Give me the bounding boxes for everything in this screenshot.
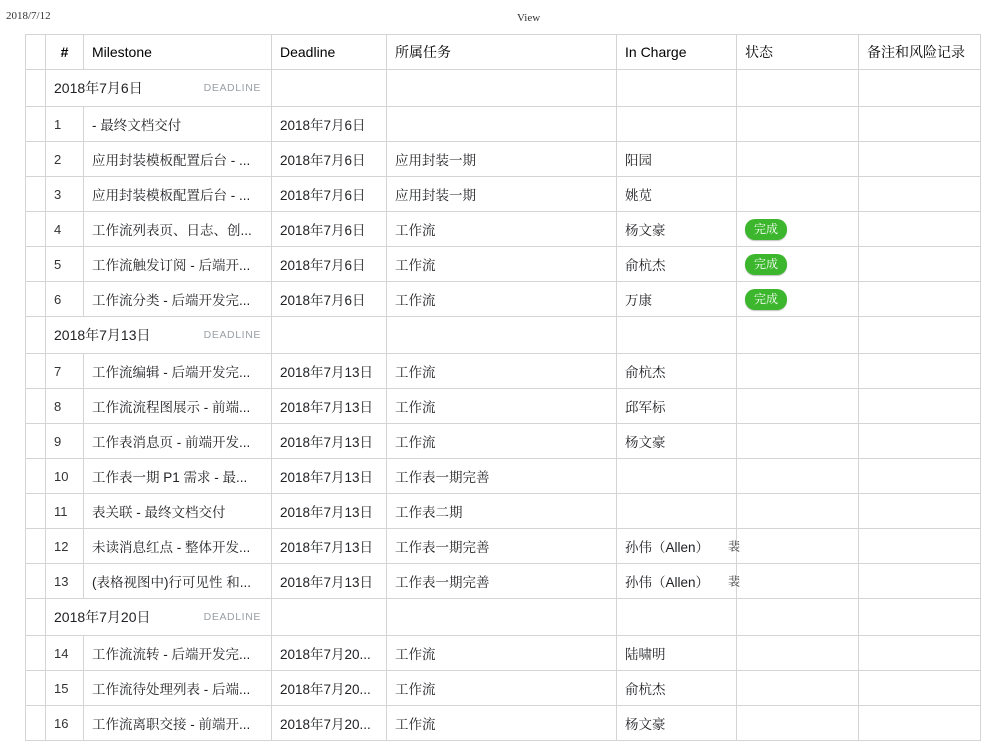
- row-index-cell: 16: [46, 706, 84, 741]
- row-index-cell: 14: [46, 636, 84, 671]
- in-charge-cell[interactable]: 杨文豪: [617, 424, 737, 459]
- status-cell[interactable]: [737, 142, 859, 177]
- notes-cell[interactable]: [859, 107, 981, 142]
- row-handle[interactable]: [26, 389, 46, 424]
- status-cell[interactable]: [737, 529, 859, 564]
- deadline-cell[interactable]: 2018年7月20...: [272, 706, 387, 741]
- table-body: [26, 70, 981, 741]
- row-index-cell: 8: [46, 389, 84, 424]
- in-charge-cell[interactable]: 俞杭杰: [617, 247, 737, 282]
- group-task-cell[interactable]: [387, 70, 617, 107]
- notes-cell[interactable]: [859, 671, 981, 706]
- milestone-cell[interactable]: 工作流待处理列表 - 后端...: [84, 671, 272, 706]
- row-handle[interactable]: [26, 70, 46, 107]
- in-charge-cell[interactable]: 姚苋: [617, 177, 737, 212]
- task-cell[interactable]: 工作流: [387, 354, 617, 389]
- milestone-cell[interactable]: 工作表消息页 - 前端开发...: [84, 424, 272, 459]
- row-handle[interactable]: [26, 282, 46, 317]
- group-task-cell[interactable]: [387, 599, 617, 636]
- group-charge-cell[interactable]: [617, 317, 737, 354]
- row-index-cell: 4: [46, 212, 84, 247]
- table-row[interactable]: [26, 282, 981, 317]
- notes-cell[interactable]: [859, 212, 981, 247]
- row-handle[interactable]: [26, 247, 46, 282]
- notes-cell[interactable]: [859, 142, 981, 177]
- status-cell[interactable]: [737, 389, 859, 424]
- status-badge: 完成: [745, 289, 787, 310]
- task-cell[interactable]: 工作流: [387, 282, 617, 317]
- group-label-cell[interactable]: [46, 70, 272, 107]
- column-header-index[interactable]: #: [46, 35, 84, 70]
- group-status-cell[interactable]: [737, 70, 859, 107]
- table-row[interactable]: [26, 389, 981, 424]
- table-row[interactable]: [26, 177, 981, 212]
- table-row[interactable]: [26, 459, 981, 494]
- status-cell[interactable]: [737, 636, 859, 671]
- deadline-tag: DEADLINE: [203, 82, 261, 94]
- group-charge-cell[interactable]: [617, 599, 737, 636]
- table-row[interactable]: [26, 107, 981, 142]
- deadline-cell[interactable]: 2018年7月6日: [272, 247, 387, 282]
- milestone-cell[interactable]: 工作流流转 - 后端开发完...: [84, 636, 272, 671]
- deadline-cell[interactable]: 2018年7月13日: [272, 529, 387, 564]
- task-cell[interactable]: 工作流: [387, 212, 617, 247]
- notes-cell[interactable]: [859, 494, 981, 529]
- deadline-cell[interactable]: 2018年7月20...: [272, 671, 387, 706]
- row-handle[interactable]: [26, 212, 46, 247]
- table-row[interactable]: [26, 424, 981, 459]
- deadline-cell[interactable]: 2018年7月13日: [272, 459, 387, 494]
- table-row[interactable]: [26, 354, 981, 389]
- row-handle[interactable]: [26, 706, 46, 741]
- group-header-row[interactable]: [26, 70, 981, 107]
- table-header-row: [26, 35, 981, 70]
- table-row[interactable]: [26, 247, 981, 282]
- task-cell[interactable]: 工作流: [387, 247, 617, 282]
- row-handle[interactable]: [26, 636, 46, 671]
- group-label: 2018年7月20日: [54, 609, 151, 625]
- row-handle[interactable]: [26, 177, 46, 212]
- in-charge-cell[interactable]: 万康: [617, 282, 737, 317]
- row-index-cell: 13: [46, 564, 84, 599]
- task-cell[interactable]: 工作表一期完善: [387, 529, 617, 564]
- in-charge-cell[interactable]: 俞杭杰: [617, 671, 737, 706]
- deadline-cell[interactable]: 2018年7月6日: [272, 212, 387, 247]
- task-cell[interactable]: 工作流: [387, 424, 617, 459]
- deadline-cell[interactable]: 2018年7月13日: [272, 564, 387, 599]
- group-task-cell[interactable]: [387, 317, 617, 354]
- task-cell[interactable]: 应用封装一期: [387, 177, 617, 212]
- column-header-task[interactable]: 所属任务: [387, 35, 617, 70]
- status-cell[interactable]: [737, 459, 859, 494]
- in-charge-cell[interactable]: 杨文豪: [617, 706, 737, 741]
- column-header-in-charge[interactable]: In Charge: [617, 35, 737, 70]
- in-charge-cell[interactable]: 阳园: [617, 142, 737, 177]
- task-cell[interactable]: 工作流: [387, 706, 617, 741]
- row-index-cell: 2: [46, 142, 84, 177]
- table-row[interactable]: [26, 142, 981, 177]
- column-header-status[interactable]: 状态: [737, 35, 859, 70]
- milestone-cell[interactable]: 未读消息红点 - 整体开发...: [84, 529, 272, 564]
- row-index-cell: 1: [46, 107, 84, 142]
- group-label: 2018年7月6日: [54, 80, 143, 96]
- milestone-cell[interactable]: 应用封装模板配置后台 - ...: [84, 142, 272, 177]
- milestone-table: [25, 34, 981, 741]
- status-cell[interactable]: [737, 282, 859, 317]
- row-handle[interactable]: [26, 494, 46, 529]
- deadline-cell[interactable]: 2018年7月13日: [272, 354, 387, 389]
- row-index-cell: 11: [46, 494, 84, 529]
- table-row[interactable]: [26, 494, 981, 529]
- task-cell[interactable]: 工作表二期: [387, 494, 617, 529]
- milestone-cell[interactable]: - 最终文档交付: [84, 107, 272, 142]
- notes-cell[interactable]: [859, 564, 981, 599]
- status-cell[interactable]: [737, 177, 859, 212]
- task-cell[interactable]: 工作流: [387, 389, 617, 424]
- in-charge-cell[interactable]: 孙伟（Allen） 裴: [617, 564, 737, 599]
- table-row[interactable]: [26, 564, 981, 599]
- in-charge-cell[interactable]: 邱军标: [617, 389, 737, 424]
- table-row[interactable]: [26, 212, 981, 247]
- milestone-cell[interactable]: 工作流列表页、日志、创...: [84, 212, 272, 247]
- in-charge-cell[interactable]: 陆啸明: [617, 636, 737, 671]
- status-badge: 完成: [745, 219, 787, 240]
- group-label: 2018年7月13日: [54, 327, 151, 343]
- deadline-cell[interactable]: 2018年7月13日: [272, 424, 387, 459]
- group-notes-cell[interactable]: [859, 70, 981, 107]
- milestone-table-wrapper: [25, 34, 980, 741]
- deadline-cell[interactable]: 2018年7月6日: [272, 142, 387, 177]
- status-cell[interactable]: [737, 706, 859, 741]
- table-row[interactable]: [26, 636, 981, 671]
- row-handle[interactable]: [26, 459, 46, 494]
- group-label-cell[interactable]: [46, 599, 272, 636]
- view-title: View: [517, 12, 541, 24]
- status-badge: 完成: [745, 254, 787, 275]
- in-charge-cell[interactable]: 俞杭杰: [617, 354, 737, 389]
- deadline-cell[interactable]: 2018年7月6日: [272, 282, 387, 317]
- row-handle[interactable]: [26, 317, 46, 354]
- notes-cell[interactable]: [859, 459, 981, 494]
- group-deadline-cell[interactable]: [272, 599, 387, 636]
- task-cell[interactable]: 工作流: [387, 636, 617, 671]
- table-row[interactable]: [26, 706, 981, 741]
- group-status-cell[interactable]: [737, 317, 859, 354]
- deadline-cell[interactable]: 2018年7月20...: [272, 636, 387, 671]
- row-handle[interactable]: [26, 424, 46, 459]
- column-header-milestone[interactable]: Milestone: [84, 35, 272, 70]
- milestone-cell[interactable]: 表关联 - 最终文档交付: [84, 494, 272, 529]
- row-index-cell: 5: [46, 247, 84, 282]
- milestone-cell[interactable]: 应用封装模板配置后台 - ...: [84, 177, 272, 212]
- row-handle[interactable]: [26, 142, 46, 177]
- status-cell[interactable]: [737, 247, 859, 282]
- row-handle[interactable]: [26, 107, 46, 142]
- task-cell[interactable]: 工作流: [387, 671, 617, 706]
- column-header-notes[interactable]: 备注和风险记录: [859, 35, 981, 70]
- notes-cell[interactable]: [859, 247, 981, 282]
- in-charge-overflow: 裴: [728, 574, 741, 589]
- deadline-cell[interactable]: 2018年7月6日: [272, 107, 387, 142]
- group-status-cell[interactable]: [737, 599, 859, 636]
- status-cell[interactable]: [737, 424, 859, 459]
- notes-cell[interactable]: [859, 636, 981, 671]
- deadline-cell[interactable]: 2018年7月13日: [272, 494, 387, 529]
- status-cell[interactable]: [737, 671, 859, 706]
- in-charge-cell[interactable]: [617, 107, 737, 142]
- row-handle[interactable]: [26, 564, 46, 599]
- in-charge-cell[interactable]: 孙伟（Allen） 裴: [617, 529, 737, 564]
- deadline-tag: DEADLINE: [203, 329, 261, 341]
- row-handle[interactable]: [26, 529, 46, 564]
- status-cell[interactable]: [737, 494, 859, 529]
- task-cell[interactable]: 应用封装一期: [387, 142, 617, 177]
- milestone-cell[interactable]: 工作流离职交接 - 前端开...: [84, 706, 272, 741]
- column-header-deadline[interactable]: Deadline: [272, 35, 387, 70]
- row-index-cell: 7: [46, 354, 84, 389]
- notes-cell[interactable]: [859, 424, 981, 459]
- status-cell[interactable]: [737, 212, 859, 247]
- task-cell[interactable]: [387, 107, 617, 142]
- in-charge-overflow: 裴: [728, 539, 741, 554]
- row-index-cell: 3: [46, 177, 84, 212]
- print-date: 2018/7/12: [6, 10, 51, 22]
- deadline-tag: DEADLINE: [203, 611, 261, 623]
- in-charge-cell[interactable]: [617, 459, 737, 494]
- milestone-cell[interactable]: 工作流触发订阅 - 后端开...: [84, 247, 272, 282]
- notes-cell[interactable]: [859, 389, 981, 424]
- task-cell[interactable]: 工作表一期完善: [387, 459, 617, 494]
- table-header: [26, 35, 981, 70]
- deadline-cell[interactable]: 2018年7月13日: [272, 389, 387, 424]
- row-handle[interactable]: [26, 354, 46, 389]
- group-header-row[interactable]: [26, 317, 981, 354]
- row-index-cell: 12: [46, 529, 84, 564]
- milestone-cell[interactable]: 工作流流程图展示 - 前端...: [84, 389, 272, 424]
- status-cell[interactable]: [737, 564, 859, 599]
- status-cell[interactable]: [737, 354, 859, 389]
- group-label-cell[interactable]: [46, 317, 272, 354]
- group-deadline-cell[interactable]: [272, 317, 387, 354]
- group-notes-cell[interactable]: [859, 599, 981, 636]
- in-charge-cell[interactable]: [617, 494, 737, 529]
- row-handle[interactable]: [26, 599, 46, 636]
- group-deadline-cell[interactable]: [272, 70, 387, 107]
- milestone-cell[interactable]: 工作表一期 P1 需求 - 最...: [84, 459, 272, 494]
- notes-cell[interactable]: [859, 706, 981, 741]
- in-charge-cell[interactable]: 杨文豪: [617, 212, 737, 247]
- group-notes-cell[interactable]: [859, 317, 981, 354]
- notes-cell[interactable]: [859, 354, 981, 389]
- milestone-cell[interactable]: 工作流编辑 - 后端开发完...: [84, 354, 272, 389]
- group-header-row[interactable]: [26, 599, 981, 636]
- status-cell[interactable]: [737, 107, 859, 142]
- row-index-cell: 9: [46, 424, 84, 459]
- notes-cell[interactable]: [859, 177, 981, 212]
- row-index-cell: 6: [46, 282, 84, 317]
- milestone-cell[interactable]: 工作流分类 - 后端开发完...: [84, 282, 272, 317]
- notes-cell[interactable]: [859, 282, 981, 317]
- table-row[interactable]: [26, 671, 981, 706]
- task-cell[interactable]: 工作表一期完善: [387, 564, 617, 599]
- notes-cell[interactable]: [859, 529, 981, 564]
- page-header: [0, 0, 1004, 34]
- row-handle-header: [26, 35, 46, 70]
- deadline-cell[interactable]: 2018年7月6日: [272, 177, 387, 212]
- row-index-cell: 10: [46, 459, 84, 494]
- row-handle[interactable]: [26, 671, 46, 706]
- milestone-cell[interactable]: (表格视图中)行可见性 和...: [84, 564, 272, 599]
- row-index-cell: 15: [46, 671, 84, 706]
- table-row[interactable]: [26, 529, 981, 564]
- group-charge-cell[interactable]: [617, 70, 737, 107]
